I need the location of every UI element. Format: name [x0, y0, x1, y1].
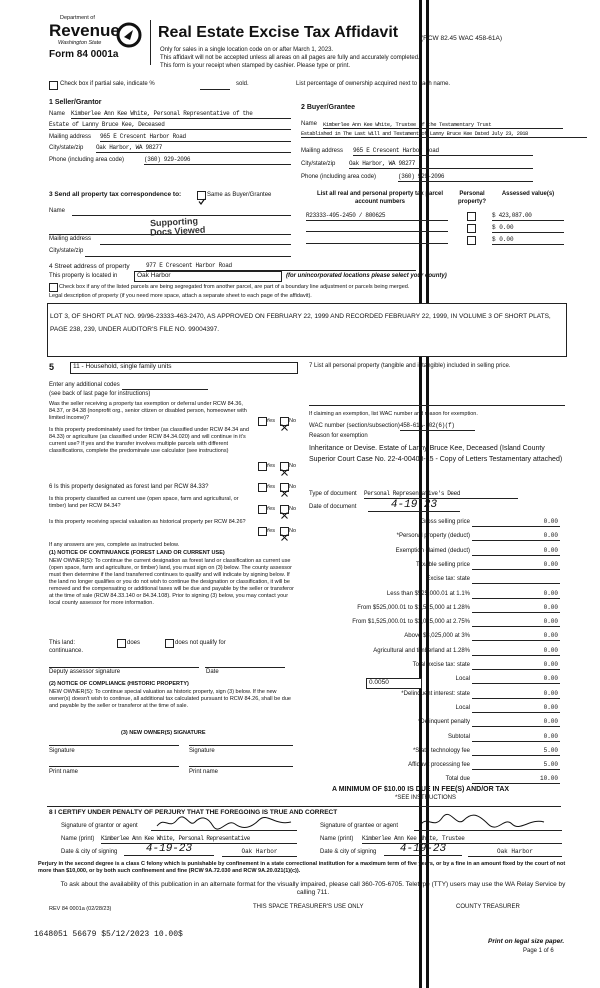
tax-row-label: From $1,525,000.01 to $3,025,000 at 2.75% — [352, 619, 470, 625]
send-line-2 — [49, 234, 291, 235]
tax-row-value[interactable]: 5.00 — [472, 747, 560, 756]
this-land-label: This land: — [49, 640, 76, 646]
tax-row-value[interactable]: 0.00 — [472, 690, 560, 699]
tax-row-label: Local — [455, 705, 470, 711]
q-exemption-yes-label: Yes — [266, 418, 275, 424]
owner-sig-label-1: Signature — [49, 748, 75, 754]
owner-sig-line-1 — [49, 745, 179, 746]
q-forest-no[interactable] — [280, 483, 289, 492]
buyer-name-label: Name — [301, 121, 318, 127]
seller-city[interactable]: Oak Harbor, WA 98277 — [96, 144, 291, 153]
q-forest: 6 Is this property designated as forest land per RCW 84.33? — [49, 484, 209, 490]
grantee-name-label: Name (print) — [320, 836, 354, 842]
seller-mail[interactable]: 965 E Crescent Harbor Road — [100, 133, 291, 142]
owner-print-label-2: Print name — [189, 769, 219, 775]
treasurer-use-only: THIS SPACE TREASURER'S USE ONLY — [253, 904, 364, 910]
section5-number: 5 — [49, 362, 55, 372]
buyer-mail-label: Mailing address — [301, 148, 344, 154]
tax-row-value[interactable]: 0.00 — [472, 675, 560, 684]
sig3-title: (3) NEW OWNER(S) SIGNATURE — [121, 730, 206, 736]
q-timber-yes-label: Yes — [266, 463, 275, 469]
buyer-mail[interactable]: 965 E Crescent Harbor Road — [353, 147, 533, 156]
owner-sig-label-2: Signature — [189, 748, 215, 754]
tax-row-label: Exemption claimed (deduct) — [395, 548, 470, 554]
revenue-logo-icon — [116, 22, 142, 53]
wac-number[interactable]: 458-61A-202(6)(f) — [400, 422, 475, 431]
buyer-city-label: City/state/zip — [301, 161, 336, 167]
buyer-phone[interactable]: (360) 929-2096 — [398, 173, 533, 182]
q-exemption-no-label: No — [289, 418, 297, 424]
tax-row-label: From $525,000.01 to $1,525,000 at 1.28% — [357, 605, 470, 611]
grantee-city[interactable]: Oak Harbor — [468, 848, 562, 857]
rev-date: REV 84 0001a (02/28/23) — [49, 906, 112, 912]
doc-type[interactable]: Personal Representative's Deed — [364, 490, 518, 499]
buyer-city[interactable]: Oak Harbor, WA 98277 — [349, 160, 533, 169]
tax-row-label: Affidavit processing fee — [408, 762, 470, 768]
q-forest-yes-label: Yes — [266, 484, 275, 490]
tax-row-label: Total excise tax: state — [412, 662, 470, 668]
seller-mail-label: Mailing address — [49, 134, 92, 140]
assessed-row-1[interactable]: $ 423,087.00 — [492, 212, 564, 221]
tax-row-label: Gross selling price — [420, 519, 470, 525]
grantor-date-label: Date & city of signing — [61, 849, 118, 855]
certify-heading: 8 I CERTIFY UNDER PENALTY OF PERJURY THAT THE FOREGOING IS TRUE AND CORRECT — [49, 809, 338, 816]
notice2-title: (2) NOTICE OF COMPLIANCE (HISTORIC PROPERTY) — [49, 681, 189, 687]
send-heading: 3 Send all property tax correspondence to: — [49, 191, 182, 198]
located-label: This property is located in — [49, 273, 118, 279]
seller-name-label: Name — [49, 111, 66, 117]
dept-line: Department of — [60, 15, 95, 21]
tax-row-value[interactable]: 0.00 — [472, 561, 560, 570]
legal-label: Legal description of property (if you need more space, attach a separate sheet to each page of the affidavit). — [49, 293, 312, 299]
located-note: (for unincorporated locations please select your county) — [286, 273, 447, 279]
check-icon — [198, 198, 205, 205]
revenue-logo-text: Revenue — [49, 21, 120, 40]
assessed-row-3[interactable]: $ 0.00 — [492, 236, 564, 245]
q-historic-yes-label: Yes — [266, 528, 275, 534]
tax-row-value[interactable]: 0.00 — [472, 618, 560, 627]
tax-row-value[interactable]: 0.00 — [472, 604, 560, 613]
doc-date-label: Date of document — [309, 504, 357, 510]
tax-row-label: Taxable selling price — [415, 562, 470, 568]
parcel-row-3[interactable] — [306, 236, 448, 244]
tax-row-label: *Personal property (deduct) — [396, 533, 470, 539]
owner-name-line-2 — [189, 766, 293, 767]
tax-row-label: Subtotal — [447, 734, 470, 740]
grantor-signature — [155, 814, 295, 837]
seller-phone-label: Phone (including area code) — [49, 157, 125, 163]
owner-print-label-1: Print name — [49, 769, 79, 775]
see-instructions: *SEE INSTRUCTIONS — [395, 795, 457, 801]
tax-row-label: *Delinquent interest: state — [401, 691, 470, 697]
segregated-checkbox[interactable] — [49, 283, 58, 292]
land-does-not-checkbox[interactable] — [165, 639, 174, 648]
tax-row-value[interactable]: 0.00 — [472, 718, 560, 727]
grantor-date[interactable]: 4-19-23 — [124, 843, 214, 856]
send-mail-label: Mailing address — [49, 236, 92, 242]
notice2-text: NEW OWNER(S): To continue special valuation as historic property, sign (3) below. If the new owner(s) doesn't wish to continue, all additional tax calculated pursuant to RCW 84.26, shall be due and payable by the seller or transferor at the time of sale. — [49, 689, 291, 709]
tax-row-value[interactable]: 0.00 — [472, 632, 560, 641]
subtitle-2: This affidavit will not be accepted unless all areas on all pages are fully and accurately completed. — [160, 55, 420, 61]
q-historic: Is this property receiving special valuation as historical property per RCW 84.26? — [49, 519, 246, 525]
personal-checkbox-3[interactable] — [467, 236, 476, 245]
send-mail-line — [100, 244, 291, 245]
addl-codes-note: (see back of last page for instructions) — [49, 391, 151, 397]
personal-checkbox-2[interactable] — [467, 224, 476, 233]
grantee-sig-line — [414, 830, 562, 831]
check-icon — [281, 534, 288, 541]
tax-row-label: Local — [455, 676, 470, 682]
header-divider — [150, 20, 151, 65]
tax-row-value[interactable]: 0.00 — [472, 532, 560, 541]
doc-date[interactable]: 4-19-23 — [368, 499, 460, 512]
grantor-sig-line — [151, 830, 297, 831]
parcel-row-2[interactable] — [306, 224, 448, 232]
check-icon — [281, 424, 288, 431]
tax-row-value[interactable]: 0.00 — [472, 733, 560, 742]
grantee-date-label: Date & city of signing — [320, 849, 377, 855]
grantee-date[interactable]: 4-19-23 — [384, 843, 462, 856]
receipt-stamp: 1648051 56679 $5/12/2023 10.00$ — [34, 930, 183, 939]
partial-sale-checkbox[interactable] — [49, 81, 58, 90]
seller-phone[interactable]: (360) 929-2096 — [144, 156, 291, 165]
supporting-docs-stamp-1: Supporting — [149, 215, 199, 229]
tax-row-label: *Delinquent penalty — [417, 719, 470, 725]
form-title: Real Estate Excise Tax Affidavit — [158, 24, 399, 41]
buyer-name-1[interactable]: Kimberlee Ann Kee White, Trustee of the Testamentary Trust — [323, 121, 563, 129]
deputy-date-label: Date — [206, 669, 219, 675]
ownership-note: List percentage of ownership acquired next to each name. — [296, 81, 451, 87]
use-code-select[interactable]: 11 - Household, single family units — [70, 362, 298, 374]
tax-row-label: *State technology fee — [412, 748, 470, 754]
segregated-label: Check box if any of the listed parcels are being segregated from another parcel, are part of a boundary line adjustment or parcels being merged. — [59, 284, 410, 290]
land-does-checkbox[interactable] — [117, 639, 126, 648]
owner-sig-line-2 — [189, 745, 293, 746]
check-icon — [281, 512, 288, 519]
grantee-sig-label: Signature of grantee or agent — [320, 823, 399, 829]
legal-paper-note: Print on legal size paper. — [488, 938, 565, 945]
q-exemption: Was the seller receiving a property tax exemption or deferral under RCW 84.36, 84.37, or 84.38 (nonprofit org., senior citizen or disabled person, homeowner with limited income)? — [49, 401, 247, 421]
q-current-use-no[interactable] — [280, 505, 289, 514]
tax-row-value[interactable]: 0.00 — [472, 647, 560, 656]
seller-heading: 1 Seller/Grantor — [49, 99, 102, 106]
land-does-not-label: does not qualify for — [175, 640, 226, 646]
subtitle-1: Only for sales in a single location code on or after March 1, 2023. — [160, 47, 334, 53]
wac-label: WAC number (section/subsection) — [309, 423, 400, 429]
tax-row-value[interactable] — [472, 575, 560, 584]
supporting-docs-stamp-2: Docs Viewed — [149, 224, 206, 238]
deputy-sig-label: Deputy assessor signature — [49, 669, 121, 675]
minimum-due: A MINIMUM OF $10.00 IS DUE IN FEE(S) AND/OR TAX — [332, 786, 510, 793]
deputy-sig-line — [49, 667, 199, 668]
doc-type-label: Type of document — [309, 491, 357, 497]
q-forest-no-label: No — [289, 484, 297, 490]
q-exemption-no[interactable] — [280, 417, 289, 426]
send-name-label: Name — [49, 208, 66, 214]
reason-label: Reason for exemption — [309, 433, 368, 439]
partial-sale-label: Check box if partial sale, indicate % — [60, 81, 155, 87]
tax-row-label: Less than $525,000.01 at 1.1% — [386, 591, 470, 597]
personal-checkbox-1[interactable] — [467, 212, 476, 221]
q-timber: Is this property predominately used for timber (as classified under RCW 84.34 and 84.33) or agriculture (as classified under RCW 84.34.020) and will continue in it's current use? If yes and the transfer involves multiple parcels with different classifications, complete the predominate use calculator (see instructions) — [49, 427, 249, 454]
send-city-line — [85, 256, 291, 257]
sold-label: sold. — [236, 81, 249, 87]
buyer-name-2[interactable]: Established in The Last Will and Testament of Lanny Bruce Kee Dated July 23, 2018 — [301, 130, 587, 138]
check-icon — [281, 490, 288, 497]
section7-rule — [309, 405, 565, 406]
personal-col-header: Personal property? — [457, 191, 486, 205]
continuance-label: continuance. — [49, 648, 84, 654]
personal-property-label: 7 List all personal property (tangible and intangible) included in selling price. — [309, 363, 511, 369]
tax-row-value[interactable]: 0.00 — [472, 547, 560, 556]
notice1-text: NEW OWNER(S): To continue the current designation as forest land or classification as current use (open space, farm and agriculture, or timber) land, you must sign on (3) below. The county assessor must then determine if the land transferred continues to qualify and will indicate by signing below. If the land no longer qualifies or you do not wish to continue the designation or classification, it will be removed and the compensating or additional taxes will be due and payable by the seller or transferor at the time of sale (RCW 84.33.140 or 84.34.108). Prior to signing (3) below, you may contact your local county assessor for more information. — [49, 558, 294, 606]
seller-name-1[interactable]: Kimberlee Ann Kee White, Personal Representative of the — [71, 110, 291, 119]
addl-codes-label: Enter any additional codes — [49, 382, 120, 388]
grantee-signature — [418, 812, 548, 837]
q-current-use: Is this property classified as current use (open space, farm and agricultural, or timber) land per RCW 84.34? — [49, 496, 239, 509]
seller-name-2[interactable]: Estate of Lanny Bruce Kee, Deceased — [49, 121, 291, 130]
owner-name-line-1 — [49, 766, 179, 767]
page-number: Page 1 of 6 — [523, 948, 554, 954]
tax-row-label: Agricultural and timberland at 1.28% — [373, 648, 470, 654]
grantor-name-label: Name (print) — [61, 836, 95, 842]
send-city-label: City/state/zip — [49, 248, 84, 254]
tax-row-label: Above $3,025,000 at 3% — [404, 633, 470, 639]
addl-codes-line — [122, 389, 208, 390]
located-select[interactable]: Oak Harbor — [134, 271, 282, 282]
exemption-reason[interactable]: Inheritance or Devise. Estate of Lanny Bruce Kee, Deceased (Island County Superior Court Case No. 22-4-00408-15 - Copy of Letters Testamentary attached) — [309, 445, 563, 463]
partial-percent-line — [200, 89, 230, 90]
perjury-warning: Perjury in the second degree is a class C felony which is punishable by confinement in a state correctional institution for a maximum term of five years, or by a fine in an amount fixed by the court of not more than $10,000, or by both such confinement and fine (RCW 9A.72.030 and RCW 9A.20.021(1)(c)). — [38, 861, 566, 874]
notice1-title: (1) NOTICE OF CONTINUANCE (FOREST LAND OR CURRENT USE) — [49, 550, 225, 556]
q-timber-no-label: No — [289, 463, 297, 469]
q-current-use-no-label: No — [289, 506, 297, 512]
grantor-city[interactable]: Oak Harbor — [222, 848, 297, 857]
parcel-col-header: List all real and personal property tax parcel account numbers — [316, 191, 444, 205]
form-number: Form 84 0001a — [49, 49, 119, 60]
q-historic-no-label: No — [289, 528, 297, 534]
q-timber-no[interactable] — [280, 462, 289, 471]
state-text: Washington State — [58, 40, 102, 46]
local-rate[interactable]: 0.0050 — [366, 678, 422, 689]
same-as-buyer-label: Same as Buyer/Grantee — [207, 192, 272, 198]
street-address[interactable]: 977 E Crescent Harbor Road — [146, 262, 416, 271]
check-icon — [281, 469, 288, 476]
grantor-print-name[interactable]: Kimberlee Ann Kee White, Personal Representative — [101, 835, 297, 844]
if-yes-note: If any answers are yes, complete as instructed below. — [49, 542, 180, 548]
grantor-sig-label: Signature of grantor or agent — [61, 823, 138, 829]
seller-city-label: City/state/zip — [49, 145, 84, 151]
tax-row-value[interactable]: 0.00 — [472, 590, 560, 599]
tax-row-label: Excise tax: state — [426, 576, 470, 582]
buyer-heading: 2 Buyer/Grantee — [301, 104, 356, 111]
parcel-row-1[interactable]: R23333-495-2450 / 800625 — [306, 212, 448, 221]
tax-row-label: Total due — [445, 776, 470, 782]
legal-description[interactable]: LOT 3, OF SHORT PLAT NO. 99/96-23333-463-2470, AS APPROVED ON FEBRUARY 22, 1999 AND RECORDED FEBRUARY 22, 1999, IN VOLUME 3 OF SHORT PLATS, PAGE 238, 239, UNDER AUDITOR'S FILE NO. 99004397. — [47, 303, 567, 357]
tax-row-value[interactable]: 10.00 — [472, 775, 560, 784]
tax-row-value[interactable]: 0.00 — [472, 704, 560, 713]
same-as-buyer-checkbox[interactable] — [197, 191, 206, 200]
tax-row-value[interactable]: 5.00 — [472, 761, 560, 770]
grantee-print-name[interactable]: Kimberlee Ann Kee White, Trustee — [362, 835, 562, 844]
subtitle-3: This form is your receipt when stamped by cashier. Please type or print. — [160, 63, 351, 69]
accessibility-note: To ask about the availability of this publication in an alternate format for the visually impaired, please call 360-705-6705. Teletype (TTY) users may use the WA Relay Service by calling 711. — [60, 881, 566, 896]
deputy-date-line — [205, 667, 285, 668]
rcw-reference: (RCW 82.45 WAC 458-61A) — [421, 35, 503, 42]
tax-row-value[interactable]: 0.00 — [472, 661, 560, 670]
tax-row-value[interactable]: 0.00 — [472, 518, 560, 527]
q-historic-no[interactable] — [280, 527, 289, 536]
q-current-use-yes-label: Yes — [266, 506, 275, 512]
section8-top-rule — [47, 806, 561, 807]
buyer-phone-label: Phone (including area code) — [301, 174, 377, 180]
land-does-label: does — [127, 640, 141, 646]
street-label: 4 Street address of property — [49, 263, 130, 270]
assessed-row-2[interactable]: $ 0.00 — [492, 224, 564, 233]
exemption-label: If claiming an exemption, list WAC number and reason for exemption. — [309, 411, 478, 417]
county-treasurer: COUNTY TREASURER — [456, 904, 520, 910]
assessed-col-header: Assessed value(s) — [501, 191, 555, 197]
